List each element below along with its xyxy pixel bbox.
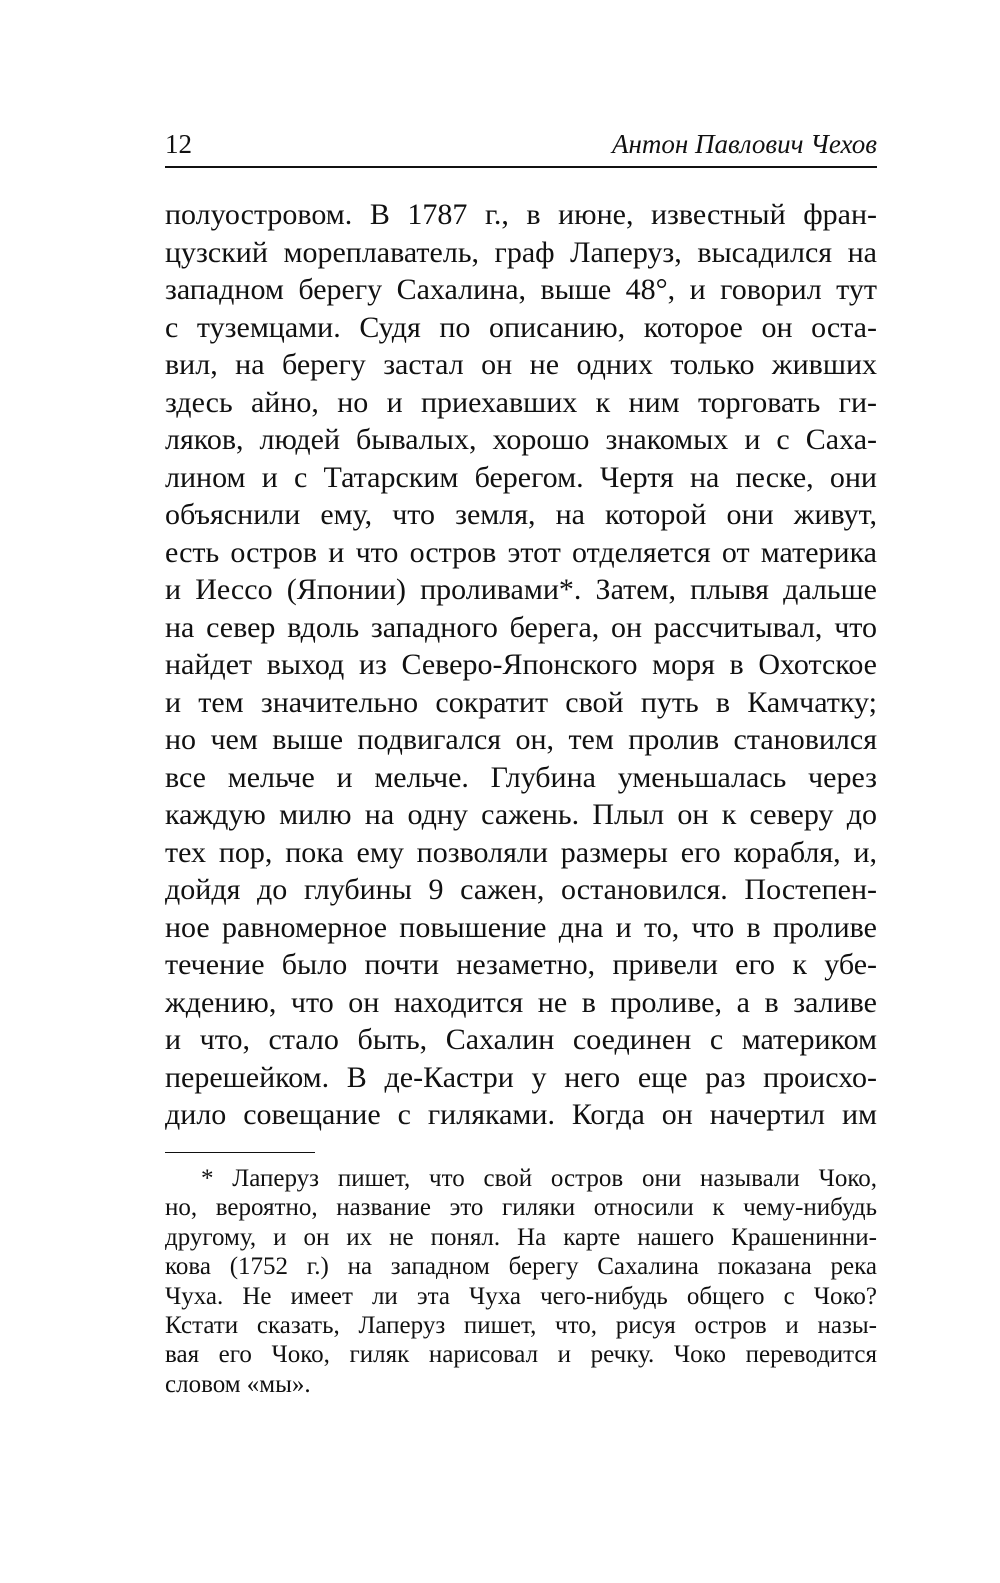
text-line: и Иессо (Японии) проливами*. Затем, плывя дальше — [165, 573, 877, 606]
footnote-line: Кстати сказать, Лаперуз пишет, что, рисуя остров и назы- — [165, 1311, 877, 1339]
footnote-line: словом «мы». — [165, 1370, 311, 1398]
text-line: вил, на берегу застал он не одних только живших — [165, 348, 877, 381]
text-line: и что, стало быть, Сахалин соединен с материком — [165, 1023, 877, 1056]
text-line: здесь айно, но и приехавших к ним торговать ги- — [165, 385, 877, 419]
footnote-line: другому, и он их не понял. На карте нашего Крашенинни- — [165, 1223, 877, 1251]
page-header — [165, 124, 877, 164]
header-rule — [165, 166, 877, 168]
text-line: но чем выше подвигался он, тем пролив становился — [165, 723, 877, 756]
text-line: каждую милю на одну сажень. Плыл он к северу до — [165, 798, 877, 831]
text-line: найдет выход из Северо-Японского моря в Охотское — [165, 648, 877, 681]
running-head-author: Антон Павлович Чехов — [612, 129, 877, 159]
text-line: лином и с Татарским берегом. Чертя на песке, они — [165, 460, 877, 494]
footnote — [165, 1164, 877, 1399]
text-line: дило совещание с гиляками. Когда он начертил им — [165, 1098, 877, 1131]
page-number: 12 — [165, 129, 192, 159]
text-line: течение было почти незаметно, привели его к убе- — [165, 948, 877, 981]
text-line: ждению, что он находится не в проливе, а в заливе — [165, 985, 877, 1019]
text-line: дойдя до глубины 9 сажен, остановился. Постепен- — [165, 873, 877, 906]
text-line: объяснили ему, что земля, на которой они живут, — [165, 498, 877, 531]
text-line: есть остров и что остров этот отделяется от материка — [165, 535, 877, 569]
text-line: западном берегу Сахалина, выше 48°, и говорил тут — [165, 273, 877, 306]
text-line: ное равномерное повышение дна и то, что в проливе — [165, 910, 877, 944]
text-line: и тем значительно сократит свой путь в Камчатку; — [165, 685, 877, 719]
footnote-line: * Лаперуз пишет, что свой остров они называли Чоко, — [201, 1165, 877, 1192]
text-line: тех пор, пока ему позволяли размеры его корабля, и, — [165, 835, 877, 869]
text-line: полуостровом. В 1787 г., в июне, известный фран- — [165, 198, 877, 231]
footnote-line: Чуха. Не имеет ли эта Чуха чего-нибудь общего с Чоко? — [165, 1282, 877, 1310]
footnote-line: но, вероятно, название это гиляки относили к чему-нибудь — [165, 1194, 877, 1222]
footnote-rule — [165, 1152, 315, 1153]
text-line: цузский мореплаватель, граф Лаперуз, высадился на — [165, 235, 877, 269]
text-line: перешейком. В де-Кастри у него еще раз происхо- — [165, 1060, 877, 1094]
text-line: на север вдоль западного берега, он рассчитывал, что — [165, 610, 877, 644]
footnote-line: кова (1752 г.) на западном берегу Сахалина показана река — [165, 1253, 877, 1281]
footnote-line: вая его Чоко, гиляк нарисовал и речку. Чоко переводится — [165, 1341, 877, 1369]
text-line: с туземцами. Судя по описанию, которое он оста- — [165, 310, 877, 344]
text-line: все мельче и мельче. Глубина уменьшалась через — [165, 760, 877, 794]
main-text — [165, 196, 877, 1134]
text-line: ляков, людей бывалых, хорошо знакомых и с Саха- — [165, 423, 877, 456]
